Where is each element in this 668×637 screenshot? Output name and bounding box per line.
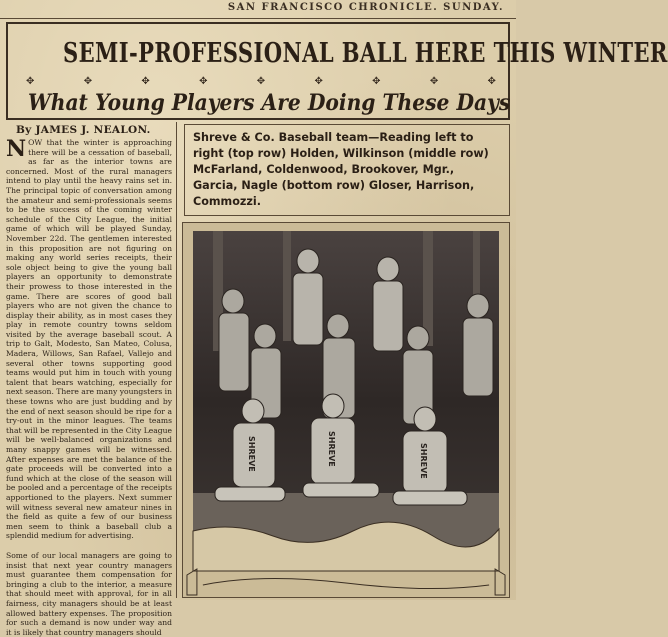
headline: SEMI-PROFESSIONAL BALL HERE THIS WINTER <box>63 38 668 69</box>
team-photograph <box>193 231 499 571</box>
ornament-icon: ✥ <box>141 76 150 87</box>
drop-cap: N <box>6 136 27 162</box>
ornament-icon: ✥ <box>314 76 323 87</box>
team-photo-illustration <box>193 231 499 571</box>
ornament-icon: ✥ <box>429 76 439 87</box>
ornament-icon: ✥ <box>199 76 208 87</box>
ornament-rule <box>26 76 496 88</box>
masthead-text: SAN FRANCISCO CHRONICLE. SUNDAY. <box>227 2 504 13</box>
ornament-icon: ✥ <box>487 76 496 87</box>
paragraph-text: OW that the winter is approaching there will be a cessation of baseball, as far as the interior towns are concerned. Most of the rural managers intend to play until the heavy rains set in. The principal topic of conversation among the amateur and semi-professionals seems to be the success of the coming winter schedule of the City League, the initial game of which will be played Sunday, November 22d. The gentlemen interested in this proposition are not figuring on making any world series receipts, their sole object being to give the young ball players an opportunity to demonstrate their prowess to those interested in the game. There are scores of good ball players who are not given the chance to display their ability, as in most cases they play in remote country towns seldom visited by the average baseball scout. A trip to Galt, Modesto, San Mateo, Colusa, Madera, Willows, San Rafael, Vallejo and several other towns supporting good teams would put him in touch with young talent that bears watching, especially for next season. There are many youngsters in these towns who are just budding and by the end of next season should be ripe for a try-out in the minor leagues. The teams that will be represented in the City League will be well-balanced organizations and many snappy games will be witnessed. After expenses are met the balance of the gate proceeds will be converted into a fund which at the close of the season will be pooled and a percentage of the receipts apportioned to the players. Next summer will witness several new amateur nines in the field as quite a few of our business men seem to think a baseball club a splendid medium for advertising. <box>6 138 173 541</box>
ornament-icon: ✥ <box>83 76 93 87</box>
paragraph-text: Some of our local managers are going to insist that next year country managers must guarantee them compensation for bringing a club to the interior, a measure that should meet with approval, for in all fairness, city managers should be at least allowed battery expenses. The proposition for such a demand is now under way and it is likely that country managers should <box>6 550 172 637</box>
jersey-lettering: SHREVE <box>419 443 428 479</box>
article-paragraph <box>6 551 172 637</box>
ornament-icon: ✥ <box>256 76 266 87</box>
photo-frame <box>182 222 510 598</box>
subheadline: What Young Players Are Doing These Days <box>28 90 511 116</box>
byline: By JAMES J. NEALON. <box>16 124 151 136</box>
article-paragraph <box>6 138 172 541</box>
column-divider <box>176 122 177 598</box>
headline-box <box>6 22 668 120</box>
article-column <box>6 136 173 637</box>
ornament-icon: ✥ <box>372 76 381 87</box>
photo-frame-ornament <box>183 567 509 597</box>
ornament-icon: ✥ <box>26 76 35 87</box>
masthead <box>0 0 516 19</box>
jersey-lettering: SHREVE <box>327 431 336 467</box>
photo-caption: Shreve & Co. Baseball team—Reading left to right (top row) Holden, Wilkinson (middle row) McFarland, Coldenwood, Brookover, Mgr., Garcia, Nagle (bottom row) Gloser, Harrison, Commozzi. <box>184 124 510 216</box>
jersey-lettering: SHREVE <box>247 436 256 472</box>
